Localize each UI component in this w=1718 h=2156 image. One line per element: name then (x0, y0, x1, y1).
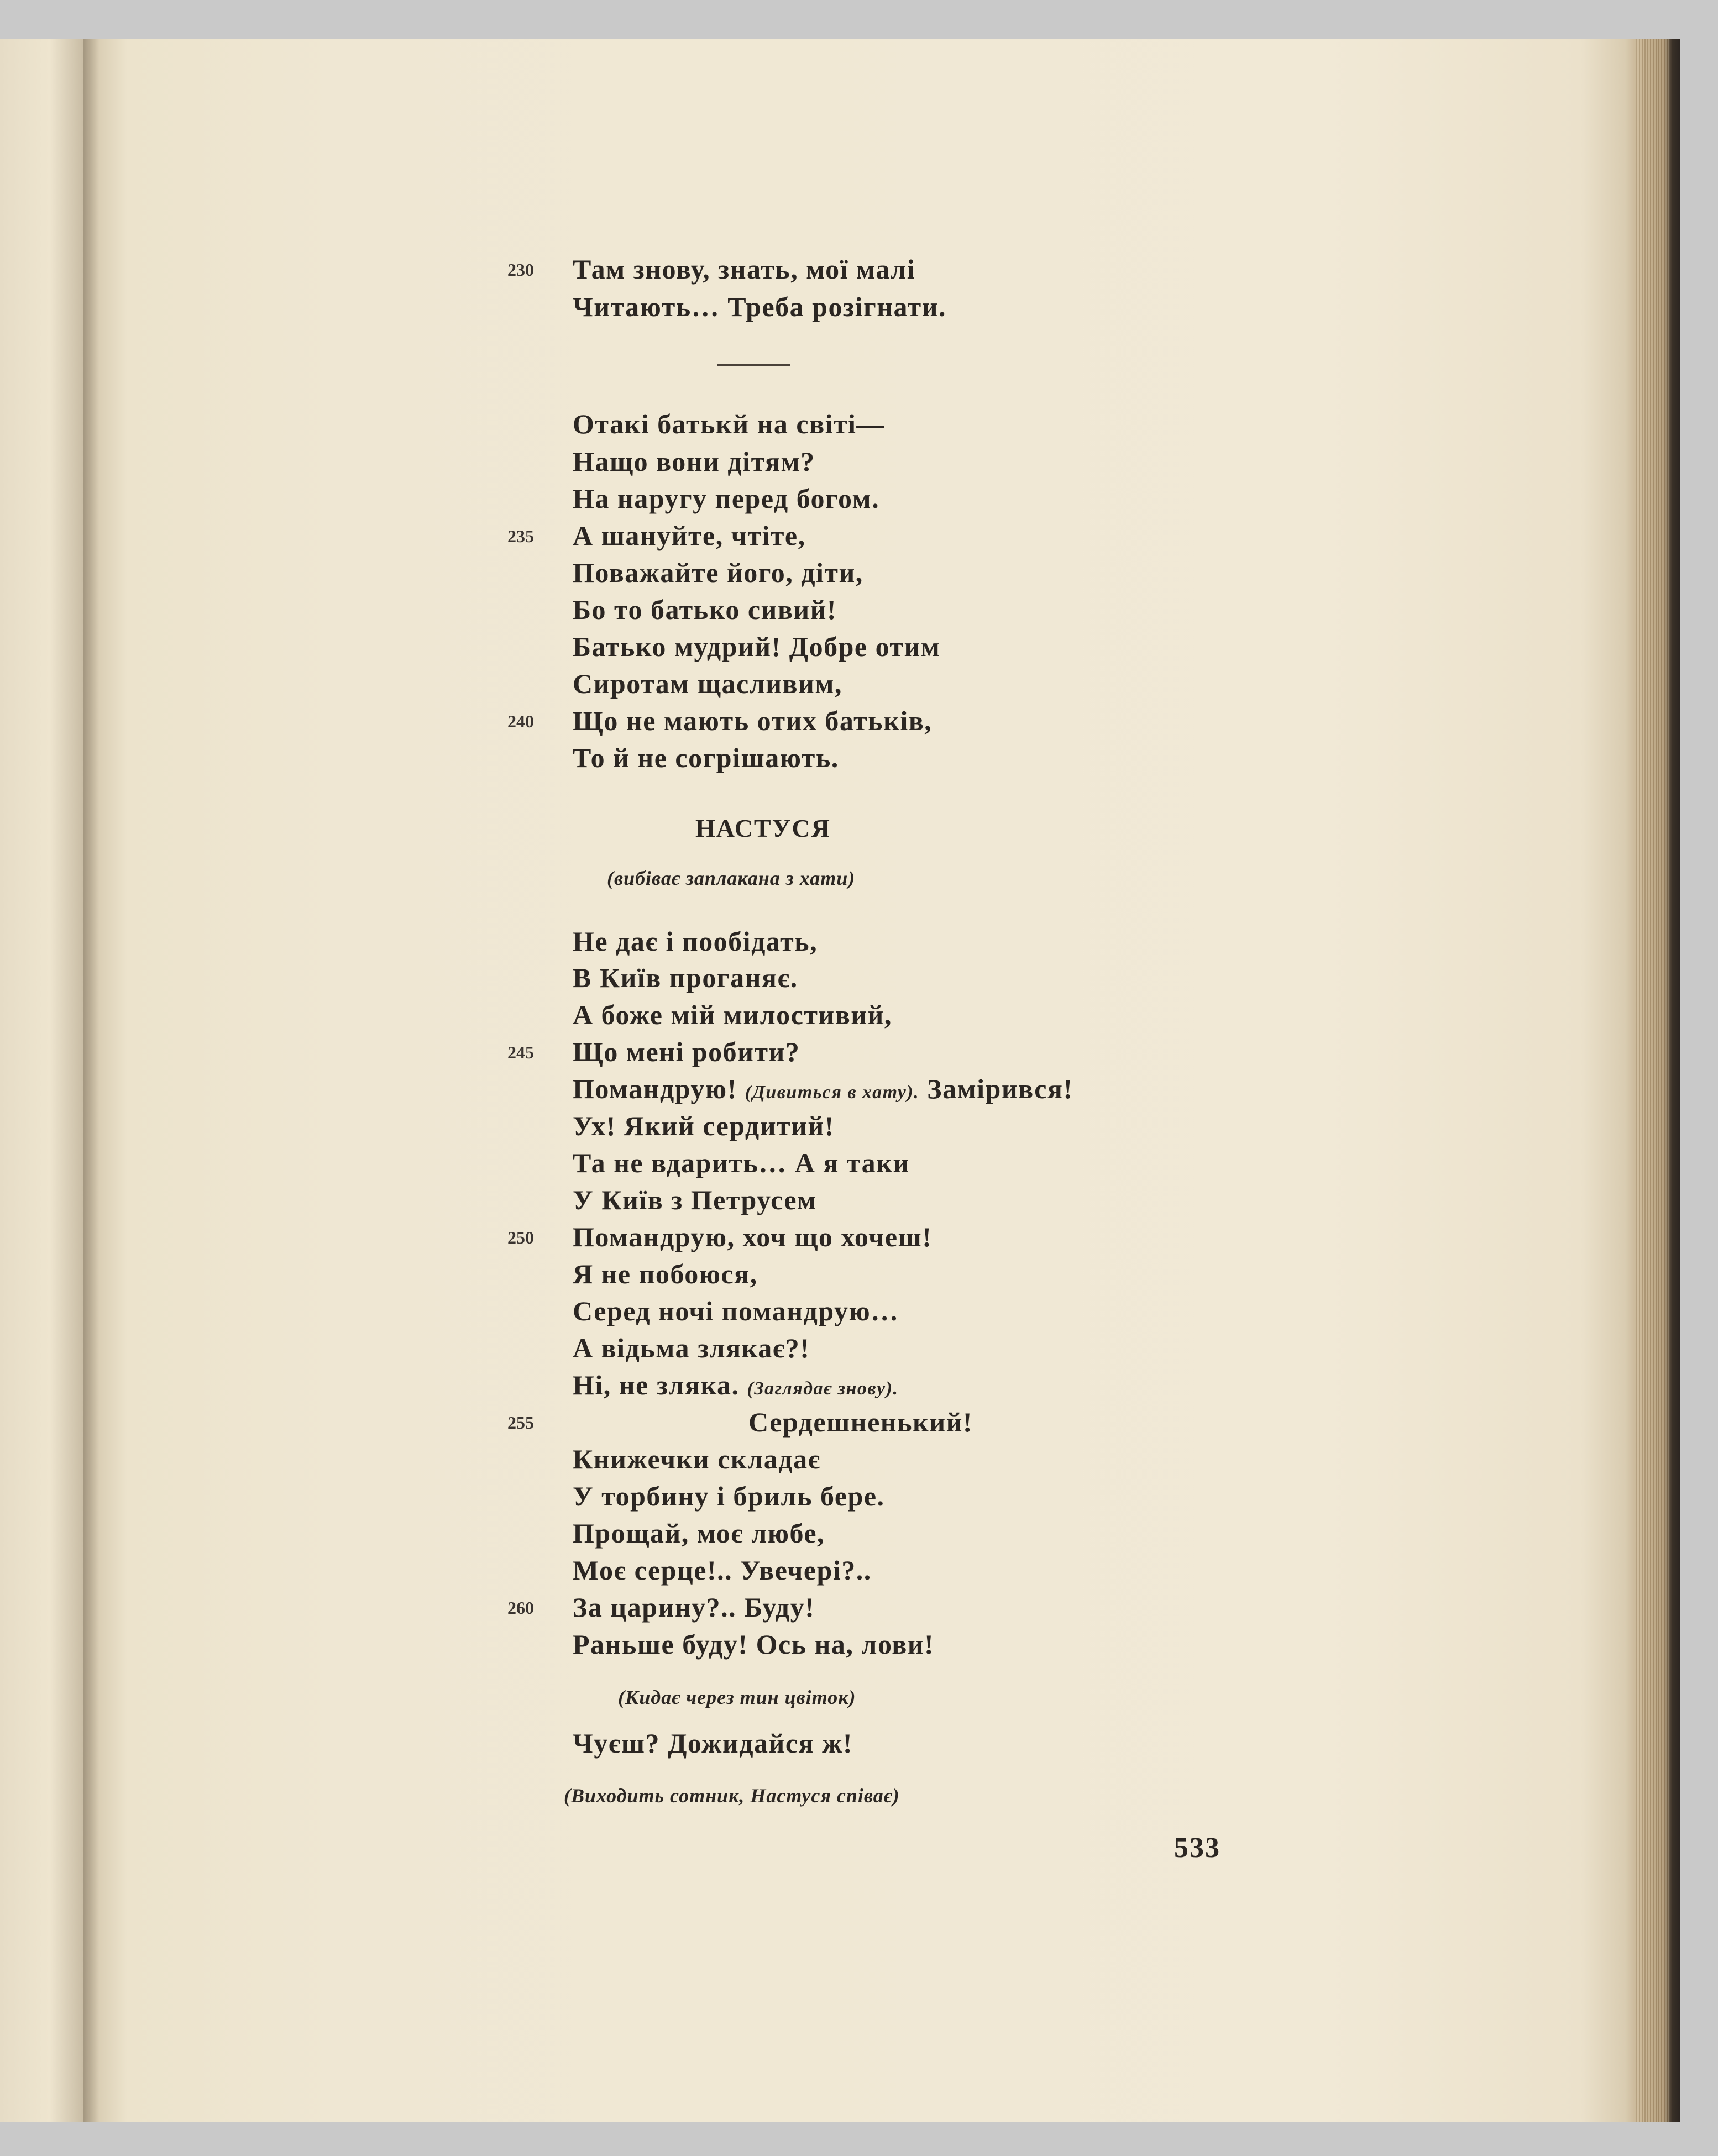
verse-line: Що не мають отих батьків, (573, 705, 933, 736)
verse-line: Моє серце!.. Увечері?.. (573, 1555, 872, 1586)
verse-line: У торбину і бриль бере. (573, 1481, 885, 1512)
verse-line: У Київ з Петрусем (573, 1184, 817, 1215)
verse-line: Там знову, знать, мої малі (573, 254, 916, 285)
verse-text: Замірився! (927, 1073, 1073, 1104)
verse-line-with-direction (573, 1073, 1073, 1105)
verse-text: Ні, не зляка. (573, 1370, 740, 1400)
verse-line: То й не согрішають. (573, 742, 839, 773)
verse-line-with-direction (573, 1369, 898, 1401)
verse-line: Бо то батько сивий! (573, 594, 837, 625)
verse-line: Раньше буду! Ось на, лови! (573, 1629, 935, 1660)
verse-line: Помандрую, хоч що хочеш! (573, 1221, 933, 1252)
line-number: 240 (507, 711, 534, 731)
verse-line: Поважайте його, діти, (573, 557, 863, 588)
line-number: 250 (507, 1227, 534, 1247)
line-number: 235 (507, 526, 534, 546)
verse-line: Сиротам щасливим, (573, 668, 842, 699)
verse-line: В Київ проганяє. (573, 962, 798, 993)
line-number: 260 (507, 1598, 534, 1618)
verse-line: Книжечки складає (573, 1444, 821, 1475)
line-number: 230 (507, 260, 534, 280)
stage-direction: (вибіває заплакана з хати) (607, 867, 856, 889)
verse-line: Сердешненький! (748, 1407, 973, 1438)
page-edges (1636, 39, 1669, 2122)
line-number: 245 (507, 1042, 534, 1062)
verse-line: Нащо вони дітям? (573, 446, 815, 477)
verse-line: А шануйте, чтіте, (573, 520, 806, 551)
stage-direction: (Виходить сотник, Настуся співає) (564, 1785, 900, 1807)
verse-line: Що мені робити? (573, 1036, 800, 1067)
gutter-shadow (83, 39, 99, 2122)
verse-line: Читають… Треба розігнати. (573, 291, 947, 322)
verse-line: А боже мій милостивий, (573, 999, 892, 1030)
stage-direction: (Заглядає знову). (747, 1378, 899, 1399)
verse-line: На наругу перед богом. (573, 483, 880, 514)
section-divider (717, 364, 790, 366)
verse-line: Ух! Який сердитий! (573, 1110, 835, 1141)
stage-direction: (Дивиться в хату). (745, 1082, 920, 1103)
verse-line: Отакі батькй на світі— (573, 408, 885, 439)
verse-line: За царину?.. Буду! (573, 1592, 815, 1623)
verse-line: Я не побоюся, (573, 1258, 758, 1289)
verse-line: Серед ночі помандрую… (573, 1295, 899, 1326)
verse-line: Не дає і пообідать, (573, 926, 818, 957)
page-number: 533 (1174, 1832, 1221, 1864)
verse-line: Прощай, моє любе, (573, 1518, 825, 1549)
speaker-name: НАСТУСЯ (695, 814, 831, 842)
verse-line: А відьма злякає?! (573, 1333, 810, 1363)
verse-line: Та не вдарить… А я таки (573, 1147, 910, 1178)
verse-line: Батько мудрий! Добре отим (573, 631, 941, 662)
verse-line: Чуєш? Дожидайся ж! (573, 1728, 853, 1759)
line-number: 255 (507, 1413, 534, 1433)
verse-text: Помандрую! (573, 1073, 737, 1104)
stage-direction: (Кидає через тин цвіток) (618, 1686, 856, 1708)
